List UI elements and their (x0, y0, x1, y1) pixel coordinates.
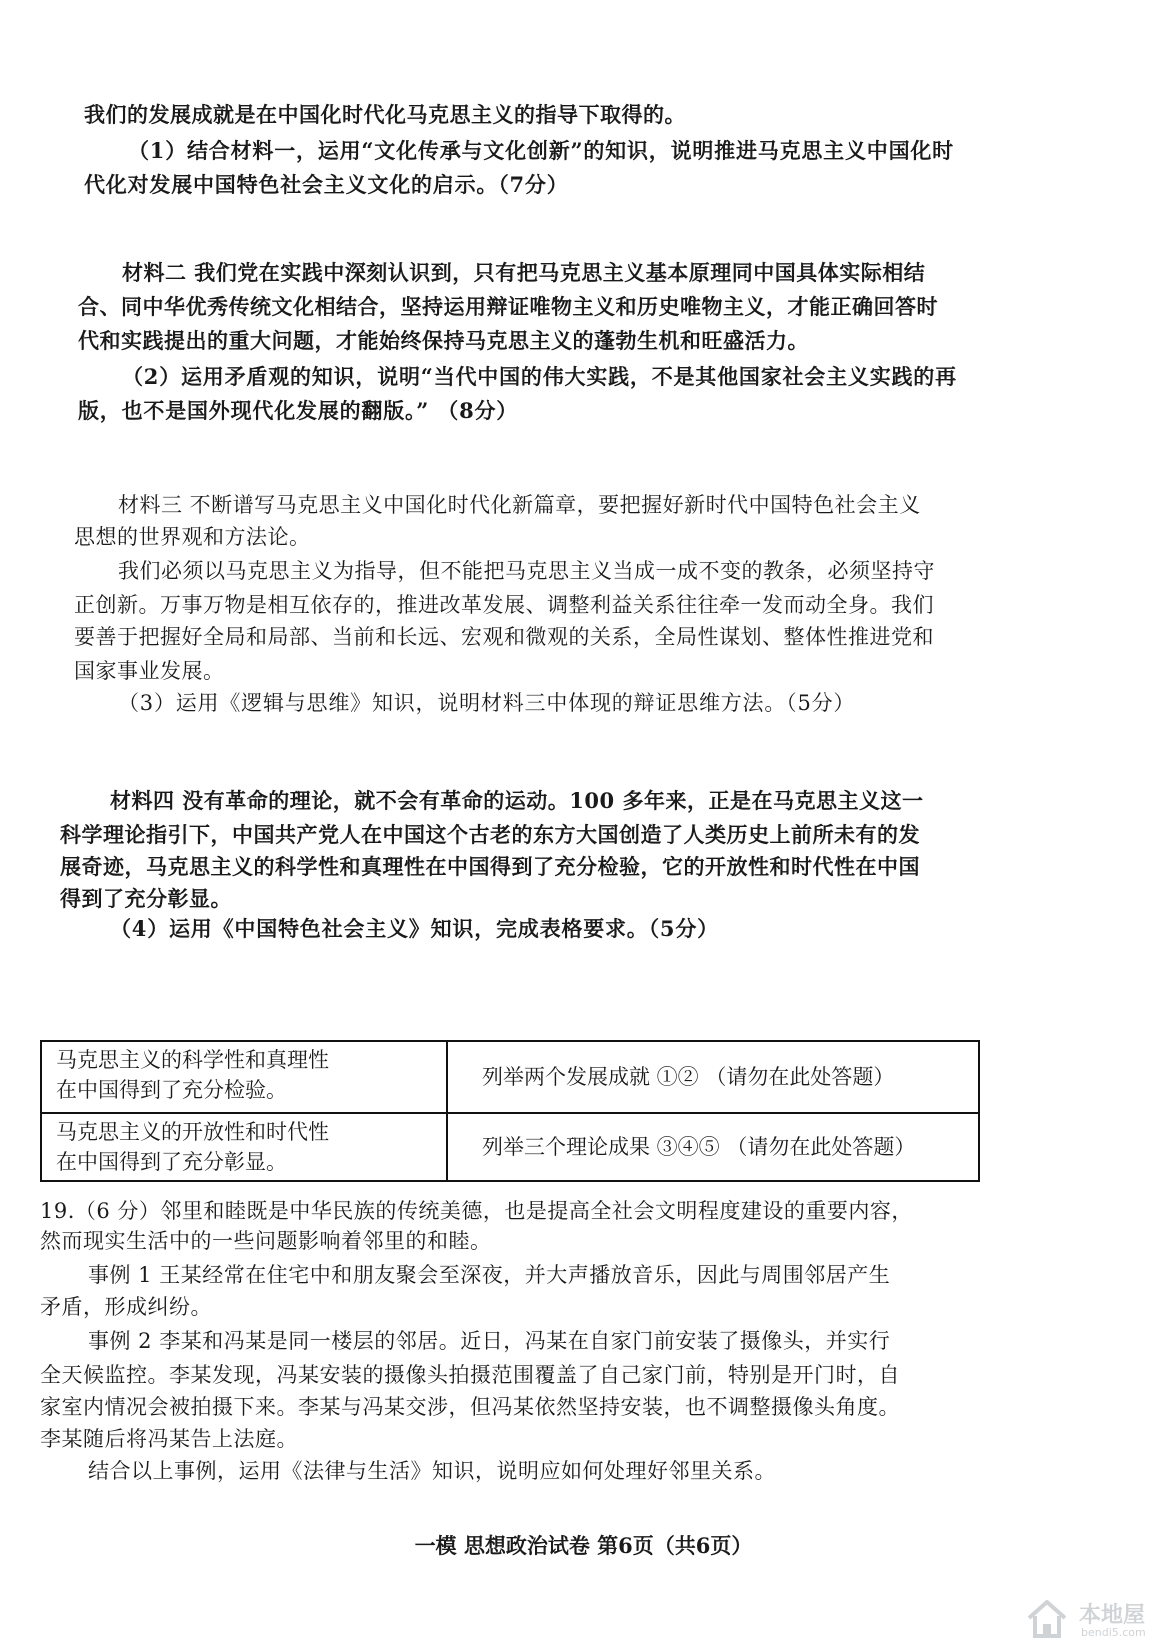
material-4-line-1: 材料四 没有革命的理论，就不会有革命的运动。100 多年来，正是在马克思主义这一 (110, 788, 924, 813)
material-2-line-2: 合、同中华优秀传统文化相结合，坚持运用辩证唯物主义和历史唯物主义，才能正确回答时 (78, 294, 938, 319)
material-2-line-1: 材料二 我们党在实践中深刻认识到，只有把马克思主义基本原理同中国具体实际相结 (122, 260, 926, 285)
table-cell-achievements: 列举两个发展成就 ①② （请勿在此处答题） (482, 1065, 895, 1089)
question-2-line-1: （2）运用矛盾观的知识，说明“当代中国的伟大实践，不是其他国家社会主义实践的再 (122, 364, 957, 389)
table-cell-science-line-1: 马克思主义的科学性和真理性 (56, 1048, 329, 1072)
material-4-line-4: 得到了充分彰显。 (60, 886, 232, 911)
case-2-line-1: 事例 2 李某和冯某是同一楼层的邻居。近日，冯某在自家门前安装了摄像头，并实行 (88, 1329, 891, 1353)
case-1-line-2: 矛盾，形成纠纷。 (40, 1295, 212, 1319)
question-1-line-2: 代化对发展中国特色社会主义文化的启示。（7分） (84, 172, 569, 197)
house-icon (1023, 1594, 1071, 1642)
table-cell-theories: 列举三个理论成果 ③④⑤ （请勿在此处答题） (482, 1135, 916, 1159)
material-3-line-5: 要善于把握好全局和局部、当前和长远、宏观和微观的关系，全局性谋划、整体性推进党和 (74, 625, 934, 649)
material-4-line-2: 科学理论指引下，中国共产党人在中国这个古老的东方大国创造了人类历史上前所未有的发 (60, 822, 920, 847)
table-cell-openness-line-1: 马克思主义的开放性和时代性 (56, 1120, 329, 1144)
question-1-line-1: （1）结合材料一，运用“文化传承与文化创新”的知识，说明推进马克思主义中国化时 (128, 138, 954, 163)
watermark (1017, 1586, 1167, 1650)
table-cell-science-line-2: 在中国得到了充分检验。 (56, 1078, 287, 1102)
material-4-line-3: 展奇迹，马克思主义的科学性和真理性在中国得到了充分检验，它的开放性和时代性在中国 (60, 854, 920, 879)
page-footer: 一模 思想政治试卷 第6页（共6页） (414, 1533, 753, 1558)
table-row (42, 1042, 978, 1114)
material-3-line-1: 材料三 不断谱写马克思主义中国化时代化新篇章，要把握好新时代中国特色社会主义 (118, 493, 921, 517)
material-3-line-4: 正创新。万事万物是相互依存的，推进改革发展、调整利益关系往往牵一发而动全身。我们 (74, 593, 934, 617)
case-2-line-2: 全天候监控。李某发现，冯某安装的摄像头拍摄范围覆盖了自己家门前，特别是开门时，自 (40, 1363, 900, 1387)
watermark-text: 本地屋 (1079, 1603, 1146, 1628)
case-2-line-4: 李某随后将冯某告上法庭。 (40, 1427, 298, 1451)
question-2-line-2: 版，也不是国外现代化发展的翻版。” （8分） (78, 398, 519, 423)
question-19-line-1: 19.（6 分）邻里和睦既是中华民族的传统美德，也是提高全社会文明程度建设的重要内容， (40, 1199, 913, 1223)
watermark-sub: bendi5.com (1081, 1626, 1146, 1639)
question-4: （4）运用《中国特色社会主义》知识，完成表格要求。（5分） (110, 916, 719, 941)
question-3: （3）运用《逻辑与思维》知识，说明材料三中体现的辩证思维方法。（5分） (118, 691, 856, 715)
material-3-line-6: 国家事业发展。 (74, 659, 225, 683)
question-19-prompt: 结合以上事例，运用《法律与生活》知识，说明应如何处理好邻里关系。 (88, 1459, 776, 1483)
question-19-line-2: 然而现实生活中的一些问题影响着邻里的和睦。 (40, 1229, 492, 1253)
answer-table (40, 1040, 980, 1182)
case-2-line-3: 家室内情况会被拍摄下来。李某与冯某交涉，但冯某依然坚持安装，也不调整摄像头角度。 (40, 1395, 900, 1419)
material-3-line-3: 我们必须以马克思主义为指导，但不能把马克思主义当成一成不变的教条，必须坚持守 (118, 559, 935, 583)
table-divider (446, 1042, 448, 1180)
intro-line: 我们的发展成就是在中国化时代化马克思主义的指导下取得的。 (84, 102, 686, 127)
table-cell-openness-line-2: 在中国得到了充分彰显。 (56, 1150, 287, 1174)
material-2-line-3: 代和实践提出的重大问题，才能始终保持马克思主义的蓬勃生机和旺盛活力。 (78, 328, 809, 353)
table-row (42, 1114, 978, 1180)
case-1-line-1: 事例 1 王某经常在住宅中和朋友聚会至深夜，并大声播放音乐，因此与周围邻居产生 (88, 1263, 891, 1287)
material-3-line-2: 思想的世界观和方法论。 (74, 525, 311, 549)
